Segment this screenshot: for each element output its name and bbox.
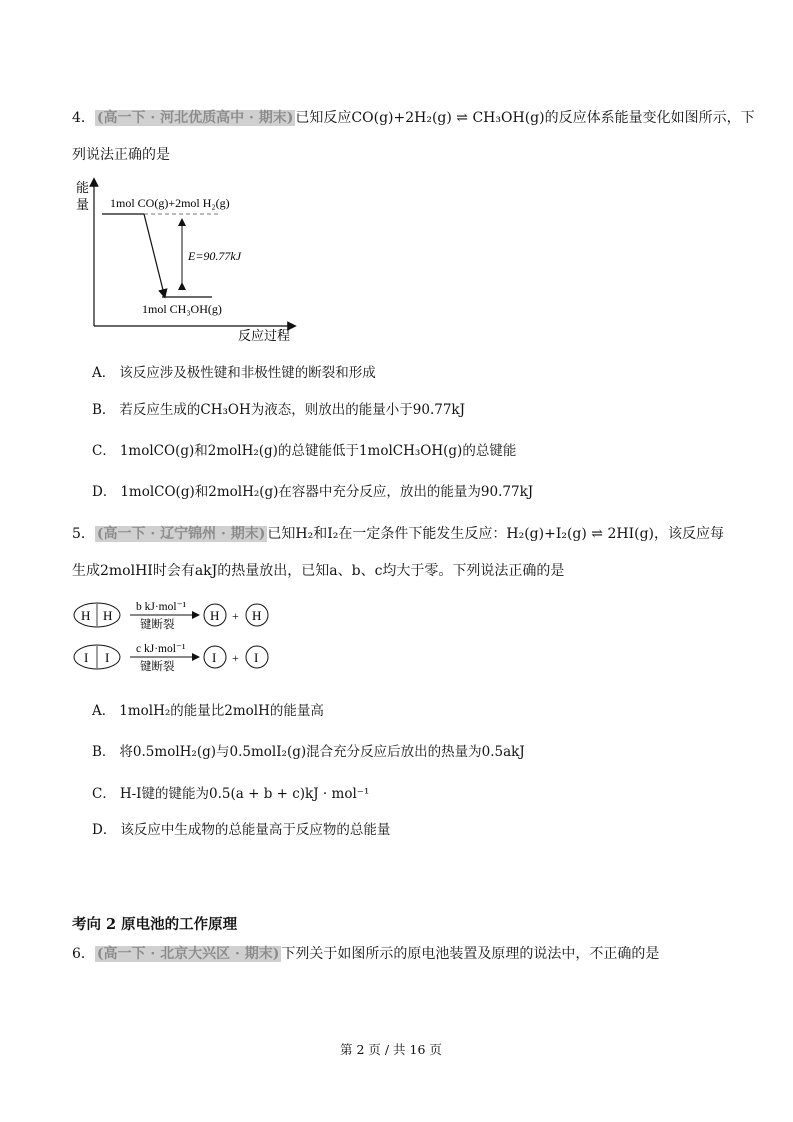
q6-number: 6． bbox=[72, 946, 95, 962]
i2-atom-b: I bbox=[105, 650, 110, 665]
q5-source-tag: (高一下 · 辽宁锦州 · 期末) bbox=[96, 526, 266, 542]
i2-atom-a: I bbox=[84, 650, 89, 665]
svg-text:+: + bbox=[232, 651, 239, 665]
i2-bond-energy: c kJ·mol⁻¹ bbox=[136, 643, 186, 655]
svg-text:I: I bbox=[254, 650, 259, 665]
q6-text: 下列关于如图所示的原电池装置及原理的说法中，不正确的是 bbox=[281, 946, 660, 962]
q6-stem bbox=[72, 944, 659, 964]
q5-option-d[interactable]: D． 该反应中生成物的总能量高于反应物的总能量 bbox=[92, 822, 391, 838]
q6-source-tag: (高一下 · 北京大兴区 · 期末) bbox=[96, 946, 280, 962]
q5-option-a[interactable]: A． 1molH₂的能量比2molH的能量高 bbox=[92, 703, 324, 719]
i2-break-caption: 键断裂 bbox=[140, 661, 175, 673]
q4-option-b[interactable]: B． 若反应生成的CH₃OH为液态，则放出的能量小于90.77kJ bbox=[92, 402, 466, 418]
q5-stem-line1 bbox=[72, 524, 724, 544]
q4-stem-line2: 列说法正确的是 bbox=[72, 147, 170, 163]
h2-bond-energy: b kJ·mol⁻¹ bbox=[136, 601, 187, 613]
q4-energy-diagram bbox=[72, 176, 312, 348]
q4-source-tag: (高一下 · 河北优质高中 · 期末) bbox=[96, 110, 294, 126]
svg-text:H: H bbox=[210, 608, 220, 623]
q5-text-b: ，该反应每 bbox=[654, 526, 725, 542]
h2-break-caption: 键断裂 bbox=[140, 619, 175, 631]
q4-option-a[interactable]: A． 该反应涉及极性键和非极性键的断裂和形成 bbox=[92, 365, 376, 381]
svg-text:+: + bbox=[232, 609, 239, 623]
q5-option-b[interactable]: B． 将0.5molH₂(g)与0.5molI₂(g)混合充分反应后放出的热量为0.5akJ bbox=[92, 744, 525, 760]
h2-atom-a: H bbox=[81, 608, 91, 623]
q4-text-b: 的反应体系能量变化如图所示，下 bbox=[544, 110, 755, 126]
q4-option-c[interactable]: C． 1molCO(g)和2molH₂(g)的总键能低于1molCH₃OH(g)的总键能 bbox=[92, 443, 517, 459]
q5-stem-line2: 生成2molHI时会有akJ的热量放出，已知a、b、c均大于零。下列说法正确的是 bbox=[72, 563, 565, 579]
q5-option-c[interactable]: C． H-I键的键能为0.5(a + b + c)kJ · mol⁻¹ bbox=[92, 786, 370, 802]
q4-option-d[interactable]: D． 1molCO(g)和2molH₂(g)在容器中充分反应，放出的能量为90.77kJ bbox=[92, 484, 534, 500]
page-footer: 第 2 页 / 共 16 页 bbox=[340, 1042, 442, 1057]
section-heading: 考向 2 原电池的工作原理 bbox=[72, 916, 238, 933]
h2-atom-b: H bbox=[103, 608, 113, 623]
svg-text:H: H bbox=[252, 608, 262, 623]
q4-reaction: CO(g)+2H₂(g) ⇌ CH₃OH(g) bbox=[351, 110, 545, 126]
q5-reaction: H₂(g)+I₂(g) ⇌ 2HI(g) bbox=[506, 526, 655, 542]
q4-stem-line1 bbox=[72, 108, 755, 128]
q5-bond-diagram bbox=[72, 596, 282, 676]
reactant-label: 1mol CO(g)+2mol H₂(g) bbox=[110, 196, 230, 210]
product-label: 1mol CH₃OH(g) bbox=[142, 302, 222, 316]
reaction-path bbox=[144, 214, 164, 294]
x-axis-label: 反应过程 bbox=[238, 328, 291, 343]
q5-number: 5． bbox=[72, 526, 95, 542]
q5-text-a: 已知H₂和I₂在一定条件下能发生反应： bbox=[267, 526, 507, 542]
q4-number: 4． bbox=[72, 110, 95, 126]
y-axis-label-1: 能 bbox=[76, 180, 90, 195]
q4-text-a: 已知反应 bbox=[295, 110, 352, 126]
svg-text:I: I bbox=[212, 650, 217, 665]
y-axis-label-2: 量 bbox=[76, 197, 90, 212]
energy-label: E=90.77kJ bbox=[188, 249, 242, 263]
